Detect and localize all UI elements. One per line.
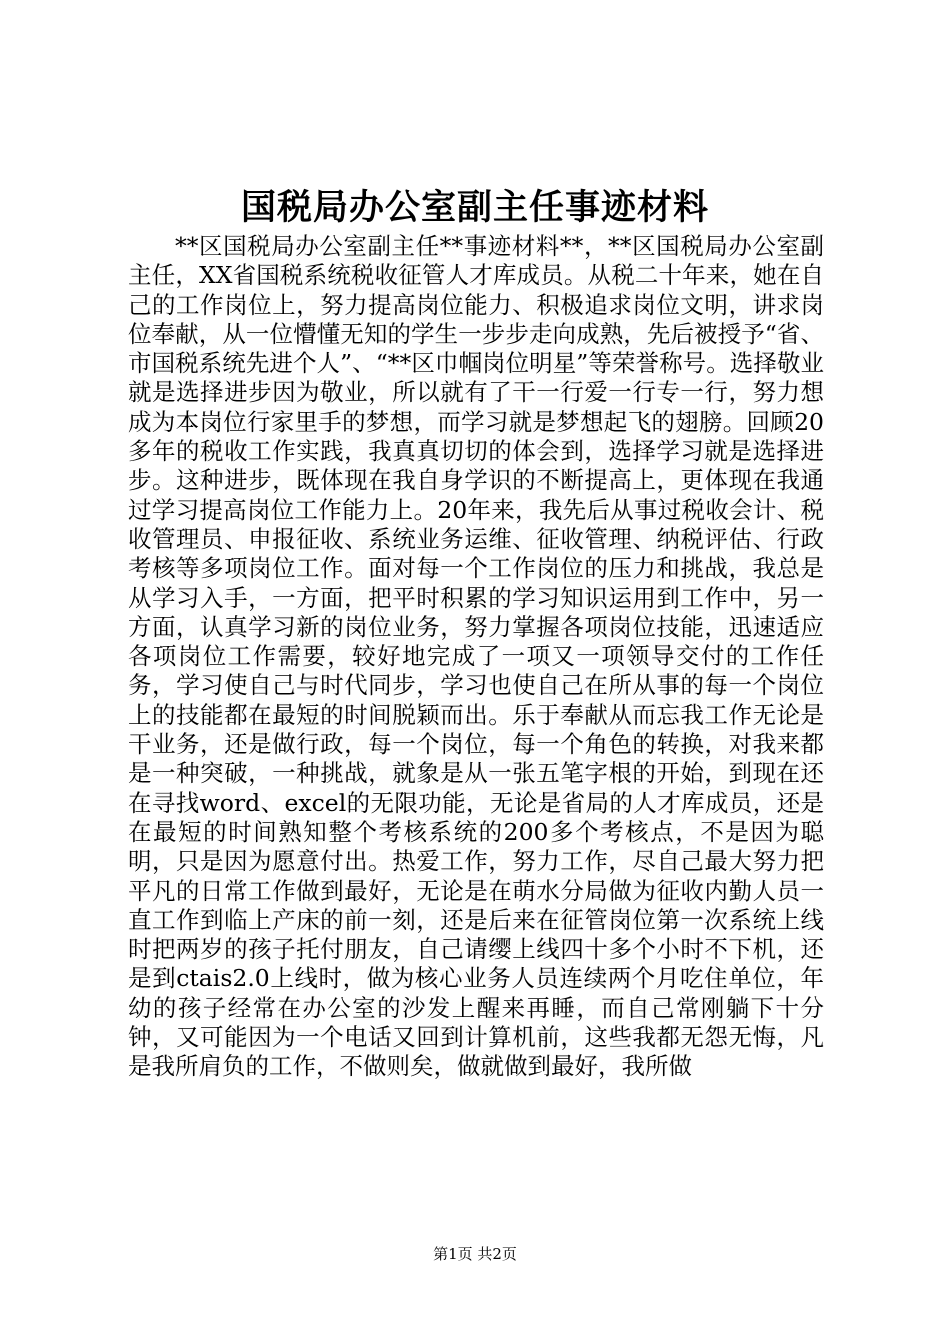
document-body: **区国税局办公室副主任**事迹材料**，**区国税局办公室副主任，XX省国税系统税收征管人才库成员。从税二十年来，她在自己的工作岗位上，努力提高岗位能力、积极追求岗位文明，讲求岗位奉献，从一位懵懂无知的学生一步步走向成熟，先后被授予“省、市国税系统先进个人”、“**区巾帼岗位明星”等荣誉称号。选择敬业就是选择进步因为敬业，所以就有了干一行爱一行专一行，努力想成为本岗位行家里手的梦想，而学习就是梦想起飞的翅膀。回顾20多年的税收工作实践，我真真切切的体会到，选择学习就是选择进步。这种进步，既体现在我自身学识的不断提高上，更体现在我通过学习提高岗位工作能力上。20年来，我先后从事过税收会计、税收管理员、申报征收、系统业务运维、征收管理、纳税评估、行政考核等多项岗位工作。面对每一个工作岗位的压力和挑战，我总是从学习入手，一方面，把平时积累的学习知识运用到工作中，另一方面，认真学习新的岗位业务，努力掌握各项岗位技能，迅速适应各项岗位工作需要，较好地完成了一项又一项领导交付的工作任务，学习使自己与时代同步，学习也使自己在所从事的每一个岗位上的技能都在最短的时间脱颖而出。乐于奉献从而忘我工作无论是干业务，还是做行政，每一个岗位，每一个角色的转换，对我来都是一种突破，一种挑战，就象是从一张五笔字根的开始，到现在还在寻找word、excel的无限功能，无论是省局的人才库成员，还是在最短的时间熟知整个考核系统的200多个考核点，不是因为聪明，只是因为愿意付出。热爱工作，努力工作，尽自己最大努力把平凡的日常工作做到最好，无论是在萌水分局做为征收内勤人员一直工作到临上产床的前一刻，还是后来在征管岗位第一次系统上线时把两岁的孩子托付朋友，自己请缨上线四十多个小时不下机，还是到ctais2.0上线时，做为核心业务人员连续两个月吃住单位，年幼的孩子经常在办公室的沙发上醒来再睡，而自己常刚躺下十分钟，又可能因为一个电话又回到计算机前，这些我都无怨无悔，凡是我所肩负的工作，不做则矣，做就做到最好，我所做: [128, 232, 824, 1081]
page-number: 第1页 共2页: [433, 1245, 517, 1263]
document-title: 国税局办公室副主任事迹材料: [240, 187, 709, 228]
